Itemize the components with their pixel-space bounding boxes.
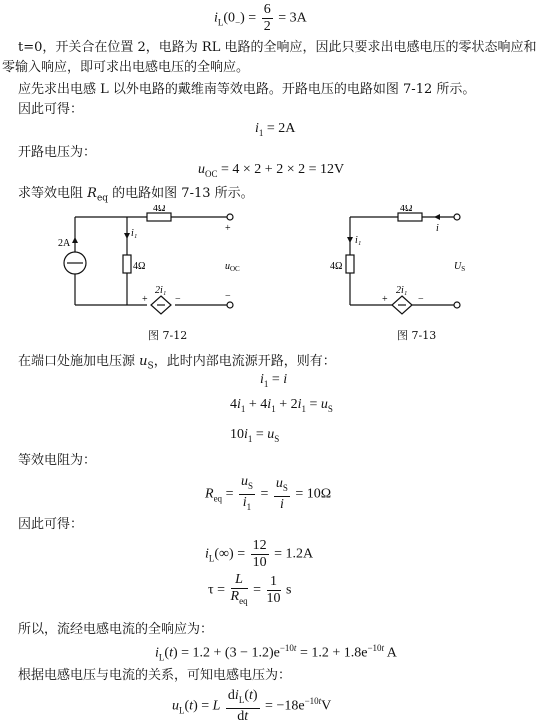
fig712-rmid-label: 4Ω [133, 261, 146, 272]
eq-uoc: $u_{OC} = 4 \times 2 + 2 \times 2 = 12V$ [198, 162, 345, 179]
eq-i1-i: $i_1 = i$ [260, 372, 288, 389]
text-line-3: 应先求出电感 L 以外电路的戴维南等效电路。开路电压的电路如图 7-12 所示。 [18, 82, 476, 97]
eq-tau: τ = $\frac{L}{R_{eq}}$ = $\frac{1}{10}$ s [208, 572, 292, 606]
text-line-10: 所以，流经电感电流的全响应为： [18, 622, 214, 637]
eq-10i1: $10i_1 = u_S$ [230, 427, 280, 444]
fig713-rtop-label: 4Ω [400, 205, 413, 214]
text-line-2: 零输入响应，即可求出电感电压的全响应。 [2, 60, 250, 75]
caption-7-12: 图 7-12 [148, 329, 188, 342]
fig712-src-label: 2A [58, 238, 71, 249]
figure-7-12 [55, 205, 305, 320]
fig713-dep-label: 2i₁ [396, 285, 408, 296]
eq-il0: $i_L(0_-)$ = $\frac{6}{2}$ = 3A [214, 2, 307, 34]
fig712-dep-label: 2i₁ [155, 285, 167, 296]
text-line-9: 因此可得： [18, 517, 84, 532]
svg-text:+: + [142, 294, 148, 305]
eq-req: $R_{eq}$ = $\frac{u_S}{i_1}$ = $\frac{u_S}{i}$ = 10Ω [205, 474, 332, 512]
fig713-port-label: $U_S$ [454, 261, 466, 273]
eq-ilinf: $i_L(\infty)$ = $\frac{12}{10}$ = 1.2A [205, 538, 314, 570]
svg-text:−: − [225, 291, 231, 302]
svg-text:−: − [418, 294, 424, 305]
figure-7-13 [330, 205, 510, 320]
fig713-i-label: i [436, 223, 439, 234]
fig712-i1-label: i₁ [131, 228, 138, 239]
svg-text:+: + [382, 294, 388, 305]
caption-7-13: 图 7-13 [397, 329, 437, 342]
text-line-5: 开路电压为： [18, 145, 97, 160]
fig712-rtop-label: 4Ω [153, 205, 166, 214]
eq-kvl: $4i_1 + 4i_1 + 2i_1 = u_S$ [230, 397, 333, 414]
fig713-rleft-label: 4Ω [330, 261, 343, 272]
eq-i1: $i_1 = 2A$ [255, 121, 296, 138]
svg-text:−: − [175, 294, 181, 305]
text-line-1: t=0，开关合在位置 2，电路为 RL 电路的全响应，因此只要求出电感电压的零状态响应和 [18, 40, 537, 55]
fig712-port-label: $u_{OC}$ [225, 261, 240, 273]
text-line-7: 在端口处施加电压源 $u_S$，此时内部电流源开路，则有： [18, 354, 336, 372]
text-line-6: 求等效电阻 $R_{eq}$ 的电路如图 7-13 所示。 [18, 186, 254, 204]
text-line-4: 因此可得： [18, 102, 84, 117]
svg-text:+: + [225, 223, 231, 234]
text-line-11: 根据电感电压与电流的关系，可知电感电压为： [18, 668, 292, 683]
fig713-i1-label: i₁ [355, 235, 362, 246]
text-line-8: 等效电阻为： [18, 453, 97, 468]
eq-ilt: $i_L(t) = 1.2 + (3 - 1.2)e^{-10t} = 1.2 + 1.8e^{-10t}$ A [155, 643, 397, 663]
eq-ult: $u_L(t) = L$ $\frac{di_L(t)}{dt}$ = $-18e^{-10t}V$ [172, 688, 332, 724]
